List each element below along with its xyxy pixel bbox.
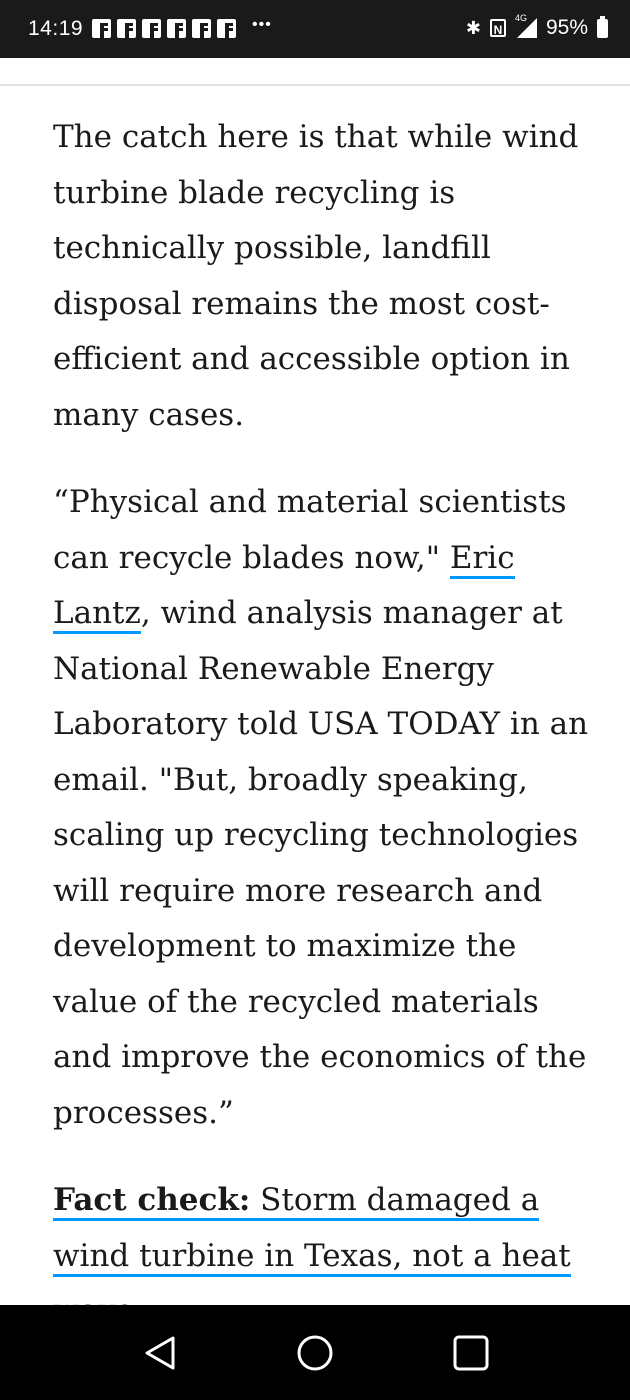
header-divider xyxy=(0,84,630,86)
network-type-label: 4G xyxy=(514,13,527,23)
paragraph-text: The catch here is that while wind turbine blade recycling is technically possible, landfill disposal remains the most cost-efficient and accessible option in many cases. xyxy=(53,119,579,433)
back-triangle-icon[interactable] xyxy=(140,1333,180,1373)
quote-text: “Physical and material scientists can recycle blades now," xyxy=(53,484,567,576)
facebook-icon xyxy=(142,19,161,38)
facebook-icon xyxy=(167,19,186,38)
article-body xyxy=(53,110,593,1305)
status-bar xyxy=(0,0,630,58)
article-paragraph xyxy=(53,110,593,443)
cellular-signal-icon xyxy=(514,13,537,38)
facebook-icon xyxy=(117,19,136,38)
eric-lantz-link[interactable]: Eric Lantz xyxy=(53,540,515,635)
quote-continuation-text: , wind analysis manager at National Renewable Energy Laboratory told USA TODAY in an email. "But, broadly speaking, scaling up recycling technologies will require more research and development to maximize the value of the recycled materials and improve the economics of the processes.” xyxy=(53,595,589,1131)
system-status-icons xyxy=(465,13,608,40)
article-paragraph xyxy=(53,475,593,1141)
facebook-icon xyxy=(92,19,111,38)
recents-square-icon[interactable] xyxy=(451,1333,491,1373)
battery-percent: 95% xyxy=(545,16,588,39)
facebook-icon xyxy=(217,19,236,38)
battery-icon xyxy=(597,19,608,38)
home-circle-icon[interactable] xyxy=(295,1333,335,1373)
navigation-bar xyxy=(0,1305,630,1400)
notification-icons xyxy=(92,15,272,38)
facebook-icon xyxy=(192,19,211,38)
fact-check-label: Fact check: xyxy=(53,1182,251,1218)
more-notifications-icon: ••• xyxy=(252,15,272,33)
bluetooth-icon: ✱ xyxy=(465,17,481,38)
nfc-icon: N xyxy=(490,19,506,37)
status-time: 14:19 xyxy=(28,17,84,40)
fact-check-link-text: Storm damaged a wind turbine in Texas, not a heat xyxy=(53,1182,571,1274)
